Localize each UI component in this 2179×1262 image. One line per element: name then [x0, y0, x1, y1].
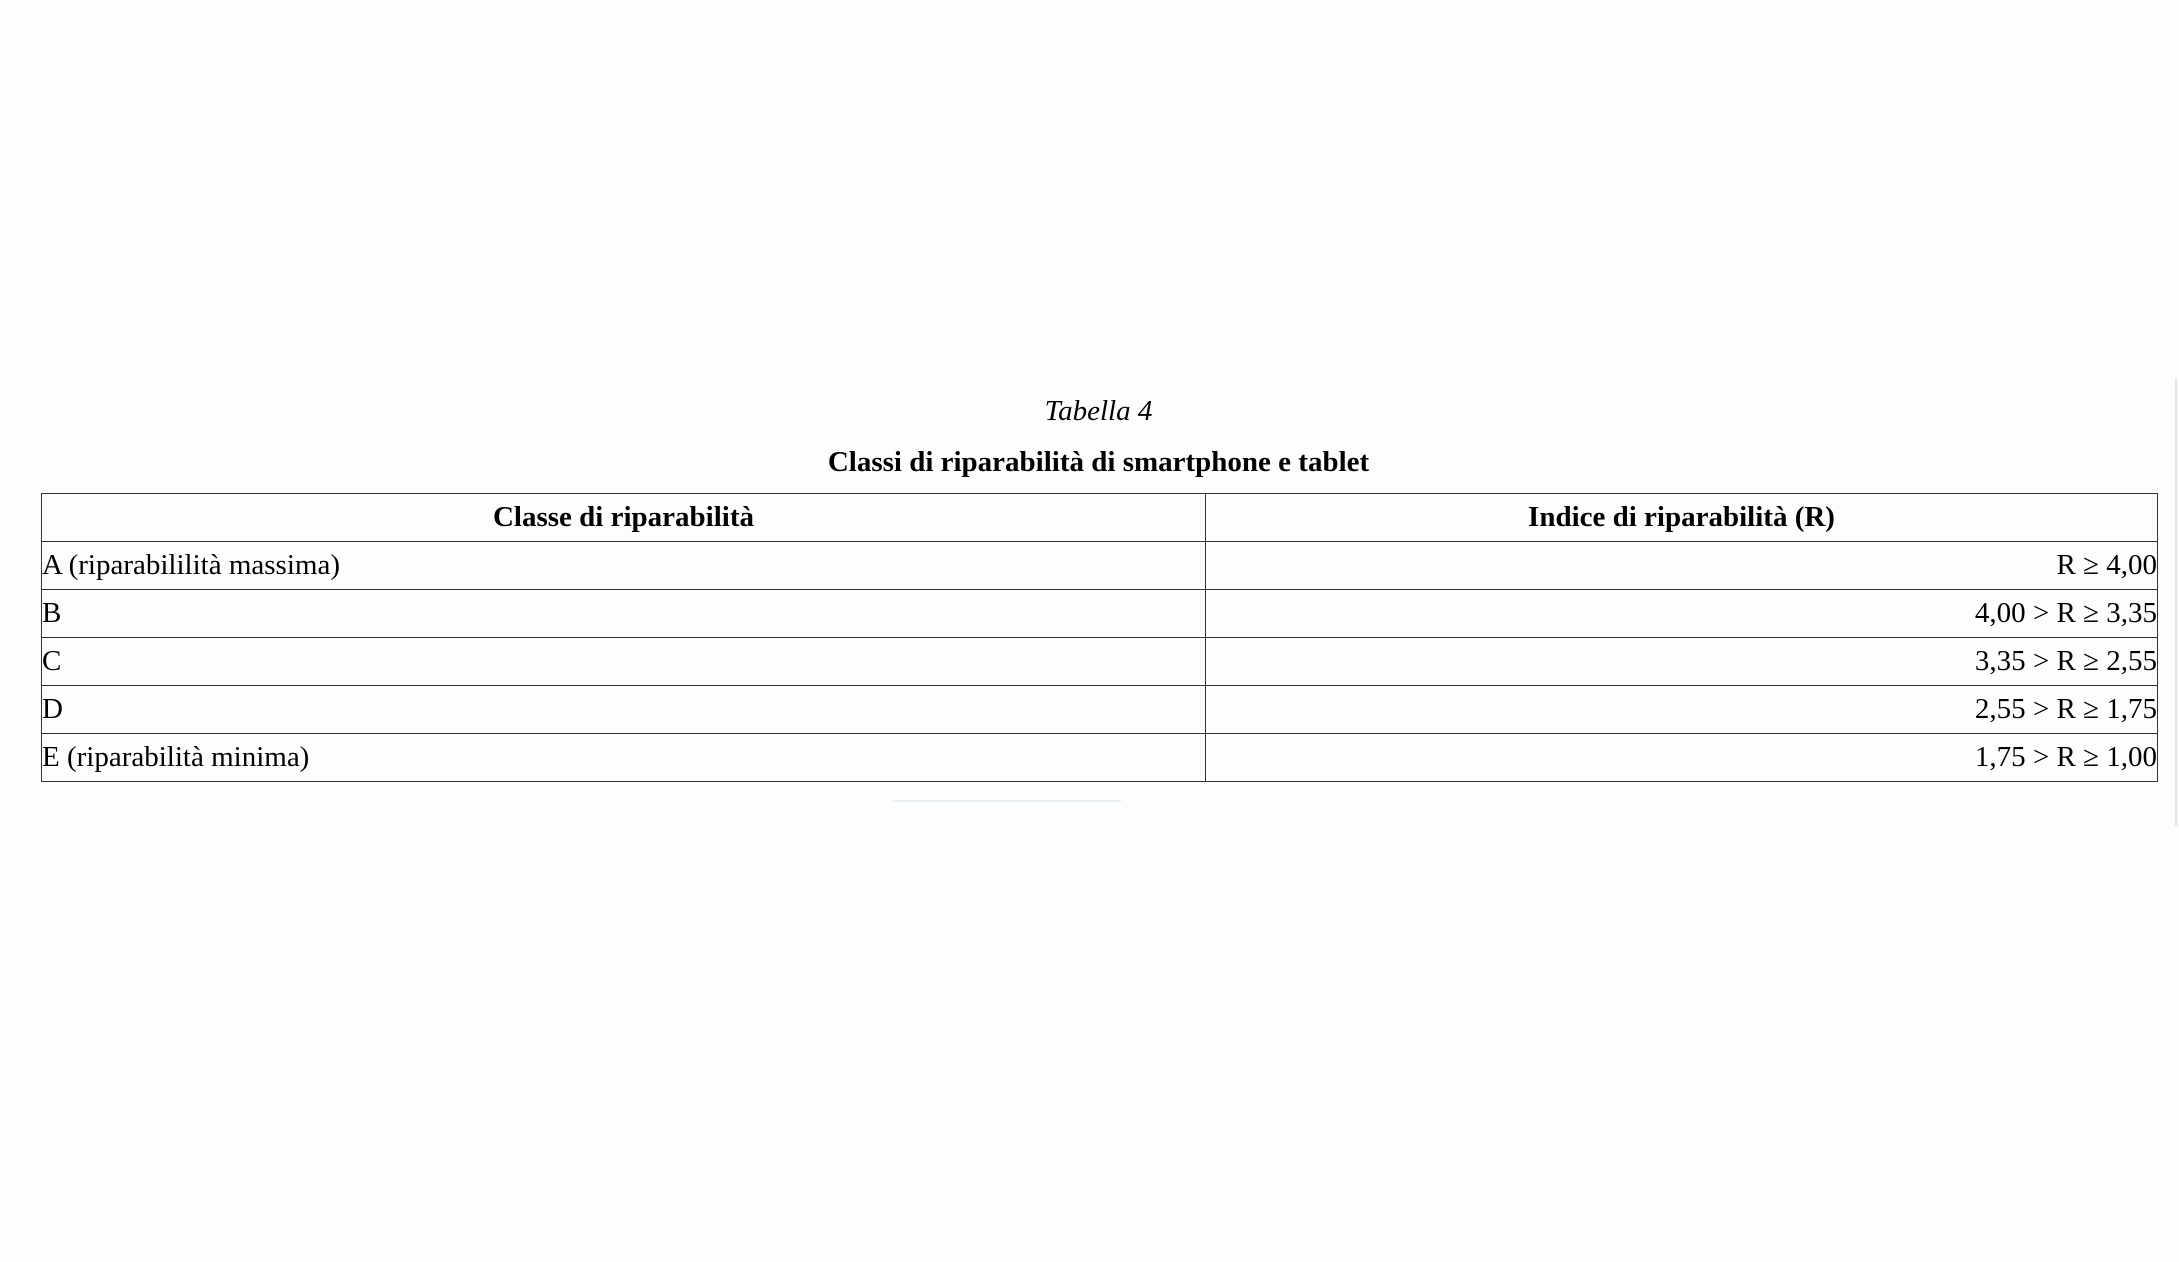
cell-indice: 2,55 > R ≥ 1,75	[1206, 686, 2158, 734]
table-row	[42, 542, 2158, 590]
cell-indice: 1,75 > R ≥ 1,00	[1206, 734, 2158, 782]
faint-divider	[893, 800, 1121, 802]
table-row	[42, 686, 2158, 734]
repairability-table	[41, 493, 2158, 782]
table-row	[42, 590, 2158, 638]
cell-classe: D	[42, 686, 1206, 734]
page-edge-divider	[2175, 378, 2177, 826]
cell-classe: B	[42, 590, 1206, 638]
header-indice: Indice di riparabilità (R)	[1206, 494, 2158, 542]
table-row	[42, 638, 2158, 686]
table-title: Classi di riparabilità di smartphone e tablet	[827, 446, 1370, 478]
header-classe: Classe di riparabilità	[42, 494, 1206, 542]
cell-classe: A (riparabililità massima)	[42, 542, 1206, 590]
cell-indice: 4,00 > R ≥ 3,35	[1206, 590, 2158, 638]
cell-classe: C	[42, 638, 1206, 686]
table-header-row	[42, 494, 2158, 542]
table-row	[42, 734, 2158, 782]
cell-classe: E (riparabilità minima)	[42, 734, 1206, 782]
cell-indice: R ≥ 4,00	[1206, 542, 2158, 590]
table-number: Tabella 4	[1044, 395, 1153, 427]
cell-indice: 3,35 > R ≥ 2,55	[1206, 638, 2158, 686]
